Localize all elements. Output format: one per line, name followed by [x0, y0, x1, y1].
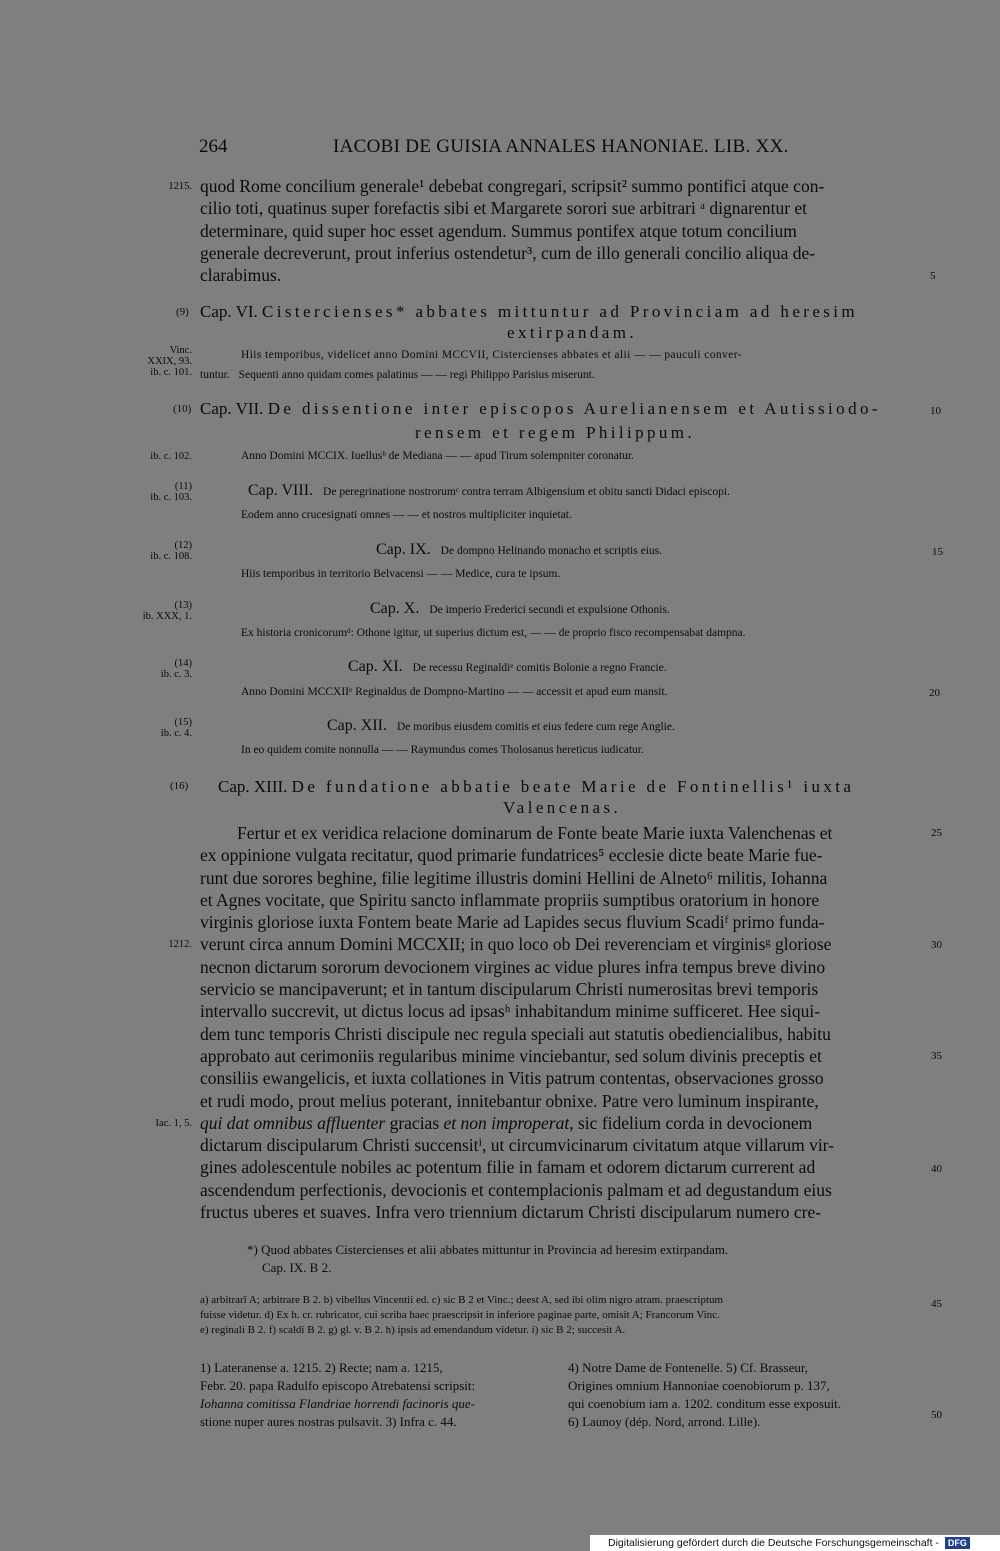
main-line-6: verunt circa annum Domini MCCXII; in quo loco ob Dei reverenciam et virginisᵍ gloriose: [200, 934, 832, 955]
cap11-ref: ib. c. 3.: [160, 669, 192, 680]
cap6-line-2: [200, 369, 595, 381]
page-number: 264: [199, 136, 228, 157]
cap9-number: (12): [174, 540, 192, 551]
star-note-line-2: Cap. IX. B 2.: [262, 1260, 332, 1275]
year-margin: 1215.: [168, 181, 192, 192]
cap7-title-1: De dissentione inter episcopos Aurelianensem et Autissiodo-: [267, 399, 881, 418]
cap8-body: Eodem anno crucesignati omnes — — et nostros multipliciter inquietat.: [241, 509, 572, 521]
line-number-30: 30: [931, 939, 942, 951]
main-line-4: et Agnes vocitate, que Spiritu sancto inflammate propriis sumptibus oratorium in honore: [200, 889, 820, 910]
cap7-body: Anno Domini MCCIX. Iuellusᵇ de Mediana — — apud Tirum solempniter coronatur.: [241, 450, 634, 462]
cap9-title: De dompno Helinando monacho et scriptis eius.: [440, 545, 662, 557]
main-line-14-mid: gracias: [385, 1112, 444, 1133]
main-line-12: consiliis ewangelicis, et iuxta collationes in Vitis patrum contentas, observaciones grosso: [200, 1068, 824, 1089]
variant-line-1: a) arbitrarī A; arbitrare B 2. b) vibellus Vincentii ed. c) sic B 2 et Vinc.; deest A, sed ibi olim nigro atram. praescriptum: [200, 1294, 724, 1306]
cap8-number: (11): [174, 481, 192, 492]
main-line-8: servicio se mancipaverunt; et in tantum discipularum Christi numerositas brevi temporis: [200, 979, 819, 1000]
cap6-margin-1: Vinc.: [169, 345, 192, 356]
line-number-5: 5: [930, 270, 936, 282]
cap6-line-2b: Sequenti anno quidam comes palatinus — — regi Philippo Parisius miserunt.: [238, 369, 595, 381]
line-number-50: 50: [931, 1409, 942, 1421]
cap8-ref: ib. c. 103.: [150, 492, 192, 503]
cap6-margin-2: XXIX, 93.: [147, 356, 192, 367]
main-line-7: necnon dictarum sororum devocionem virgines ac vidue plures infra tempus breve divino: [200, 956, 826, 977]
footnote-left-3: Iohanna comitissa Flandriae horrendi facinoris que-: [200, 1396, 476, 1411]
main-line-5: virginis gloriose iuxta Fontem beate Marie ad Lapides secus fluvium Scadiᶠ primo funda-: [200, 912, 825, 933]
main-line-1: Fertur et ex veridica relacione dominarum de Fonte beate Marie iuxta Valenchenas et: [237, 823, 833, 843]
cap11-body: Anno Domini MCCXIIᵒ Reginaldus de Dompno-Martino — — accessit et apud eum mansit.: [241, 686, 668, 698]
cap10-ref: ib. XXX, 1.: [142, 611, 192, 622]
footnotes-right: [568, 1359, 841, 1431]
cap8-margin: [122, 481, 192, 503]
cap12-number: (15): [174, 717, 192, 728]
top-line-5: clarabimus.: [200, 265, 282, 286]
scripture-ref-margin: Iac. 1, 5.: [155, 1118, 192, 1129]
top-line-3: determinare, quid super hoc esset agendum. Summus pontifex atque totum concilium: [200, 220, 797, 241]
cap6-heading: [200, 302, 858, 322]
cap9-ref: ib. c. 108.: [150, 551, 192, 562]
top-paragraph: [200, 175, 925, 286]
cap10-margin: [122, 600, 192, 622]
main-line-11: approbato aut cerimoniis regularibus minime vinciebantur, sed solum divinis preceptis et: [200, 1045, 822, 1066]
main-line-10: dem tunc temporis Christi discipule nec regula speciali aut statutis obediencialibus, habitu: [200, 1023, 831, 1044]
cap6-number: (9): [176, 306, 189, 318]
cap13-title-1: De fundatione abbatie beate Marie de Fontinellis¹ iuxta: [291, 777, 855, 796]
main-line-15: dictarum discipularum Christi succensitⁱ, ut circumvicinarum civitatum atque villarum vir-: [200, 1135, 834, 1156]
cap8-heading: [248, 482, 730, 500]
main-line-14-rest: , sic fidelium corda in devocionem: [569, 1112, 813, 1133]
footnote-right-2: Origines omnium Hannoniae coenobiorum p. 137,: [568, 1378, 830, 1393]
cap10-number: (13): [174, 600, 192, 611]
cap6-margin-3: ib. c. 101.: [150, 367, 192, 378]
variant-line-2: fuisse videtur. d) Ex h. cr. rubricator, cui scriba haec praescripsit in inferiore paginae parte, omisit A; Francorum Vinc.: [200, 1309, 720, 1321]
cap6-line-2a: tuntur.: [200, 369, 230, 381]
cap9-heading: [376, 541, 662, 559]
main-line-13: et rudi modo, prout melius poterant, innitebantur obnixe. Patre vero luminum inspirante,: [200, 1090, 819, 1111]
cap13-title-2: Valencenas.: [503, 798, 622, 817]
line-number-25: 25: [931, 827, 942, 839]
cap10-body: Ex historia cronicorumᵈ: Othone igitur, ut superius dictum est, — — de proprio fisco recompensabat dampna.: [241, 627, 746, 639]
cap9-label: Cap. IX.: [376, 541, 431, 558]
main-line-9: intervallo succrevit, ut dictus locus ad ipsasʰ inhabitandum minime sufficeret. Hee siqui-: [200, 1001, 821, 1022]
cap9-body: Hiis temporibus in territorio Belvacensi — — Medice, cura te ipsum.: [241, 568, 561, 580]
main-line-16: gines adolescentule nobiles ac potentum filie in famam et odorem dictarum currerent ad: [200, 1157, 816, 1178]
cap7-title-2: rensem et regem Philippum.: [415, 423, 696, 442]
footnote-left-1: 1) Lateranense a. 1215. 2) Recte; nam a. 1215,: [200, 1360, 443, 1375]
top-line-4: generale decreverunt, prout inferius ostendetur³, cum de illo generali concilio aliqua de-: [200, 242, 816, 263]
cap12-title: De moribus eiusdem comitis et eius federe cum rege Anglie.: [396, 721, 675, 733]
line-number-10: 10: [930, 405, 941, 417]
cap9-margin: [122, 540, 192, 562]
cap13-number: (16): [170, 780, 189, 792]
cap8-title: De peregrinatione nostrorumᶜ contra terram Albigensium et obitu sancti Didaci episcopi.: [323, 486, 730, 498]
cap7-heading: [200, 399, 881, 419]
cap10-label: Cap. X.: [370, 600, 420, 617]
cap13-label: Cap. XIII.: [218, 777, 288, 796]
footnote-right-3: qui coenobium iam a. 1202. conditum esse exposuit.: [568, 1396, 841, 1411]
footnote-right-1: 4) Notre Dame de Fontenelle. 5) Cf. Brasseur,: [568, 1360, 808, 1375]
star-note-line-1: *) Quod abbates Cistercienses et alii abbates mittuntur in Provincia ad heresim extirpandam.: [247, 1242, 729, 1257]
cap11-heading: [348, 658, 667, 676]
cap12-body: In eo quidem comite nonnulla — — Raymundus comes Tholosanus hereticus iudicatur.: [241, 744, 644, 756]
cap7-label: Cap. VII.: [200, 399, 264, 418]
cap6-margin: [122, 345, 192, 378]
cap11-number: (14): [174, 658, 192, 669]
cap12-heading: [327, 717, 675, 735]
cap12-margin: [122, 717, 192, 739]
main-line-17: ascendendum perfectionis, devocionis et contemplacionis palmam et ad degustandum eius: [200, 1179, 832, 1200]
scripture-quote-2: et non improperat: [443, 1112, 570, 1133]
footnote-right-4: 6) Launoy (dép. Nord, arrond. Lille).: [568, 1414, 761, 1429]
variant-notes: [200, 1293, 723, 1338]
digitization-footer: [590, 1535, 1000, 1551]
cap10-heading: [370, 600, 670, 618]
cap6-title-1: Cistercienses* abbates mittuntur ad Provinciam ad heresim: [262, 302, 859, 321]
cap10-title: De imperio Frederici secundi et expulsione Othonis.: [429, 604, 670, 616]
main-line-18: fructus uberes et suaves. Infra vero triennium dictarum Christi discipularum numero cre-: [200, 1202, 822, 1223]
cap12-label: Cap. XII.: [327, 717, 387, 734]
footnote-left-4: stione nuper aures nostras pulsavit. 3) Infra c. 44.: [200, 1414, 457, 1429]
line-number-15: 15: [932, 546, 943, 558]
cap6-line-1: Hiis temporibus, videlicet anno Domini MCCVII, Cistercienses abbates et alii — — pauculi conver-: [241, 349, 742, 361]
footnote-left-2: Febr. 20. papa Radulfo episcopo Atrebatensi scripsit:: [200, 1378, 476, 1393]
top-line-1: quod Rome concilium generale¹ debebat congregari, scripsit² summo pontifici atque con-: [200, 176, 825, 196]
dfg-logo[interactable]: DFG: [945, 1537, 970, 1549]
cap13-heading: [218, 777, 854, 797]
cap11-title: De recessu Reginaldiᵉ comitis Bolonie a regno Francie.: [412, 662, 667, 674]
variant-line-3: e) reginali B 2. f) scaldi B 2. g) gl. v. B 2. h) ipsis ad emendandum videtur. i) sic B 2; succesit A.: [200, 1324, 626, 1336]
line-number-35: 35: [931, 1050, 942, 1062]
line-number-40: 40: [931, 1163, 942, 1175]
cap12-ref: ib. c. 4.: [160, 728, 192, 739]
top-line-2: cilio toti, quatinus super forefactis sibi et Margarete sorori sue arbitrari ᵃ dignarentur et: [200, 198, 808, 219]
line-number-20: 20: [929, 687, 940, 699]
year-margin-1212: 1212.: [168, 939, 192, 950]
cap7-number: (10): [173, 403, 192, 415]
main-text: [200, 822, 925, 1223]
cap6-title-2: extirpandam.: [507, 323, 638, 342]
main-line-2: ex oppinione vulgata recitatur, quod primarie fundatrices⁵ ecclesie dicte beate Marie fue-: [200, 845, 823, 866]
main-line-14: [200, 1112, 925, 1134]
line-number-45: 45: [931, 1298, 942, 1310]
cap11-margin: [122, 658, 192, 680]
main-line-3: runt due sorores beghine, filie legitime illustris domini Hellini de Alneto⁶ militis, Iohanna: [200, 867, 828, 888]
footer-text: Digitalisierung gefördert durch die Deutsche Forschungsgemeinschaft -: [608, 1537, 939, 1549]
footnotes-left: [200, 1359, 475, 1431]
running-title: IACOBI DE GUISIA ANNALES HANONIAE. LIB. XX.: [333, 136, 789, 157]
cap7-margin: ib. c. 102.: [150, 451, 192, 462]
cap8-label: Cap. VIII.: [248, 482, 314, 499]
cap6-label: Cap. VI.: [200, 302, 258, 321]
cap11-label: Cap. XI.: [348, 658, 403, 675]
scripture-quote-1: qui dat omnibus affluenter: [200, 1112, 386, 1133]
